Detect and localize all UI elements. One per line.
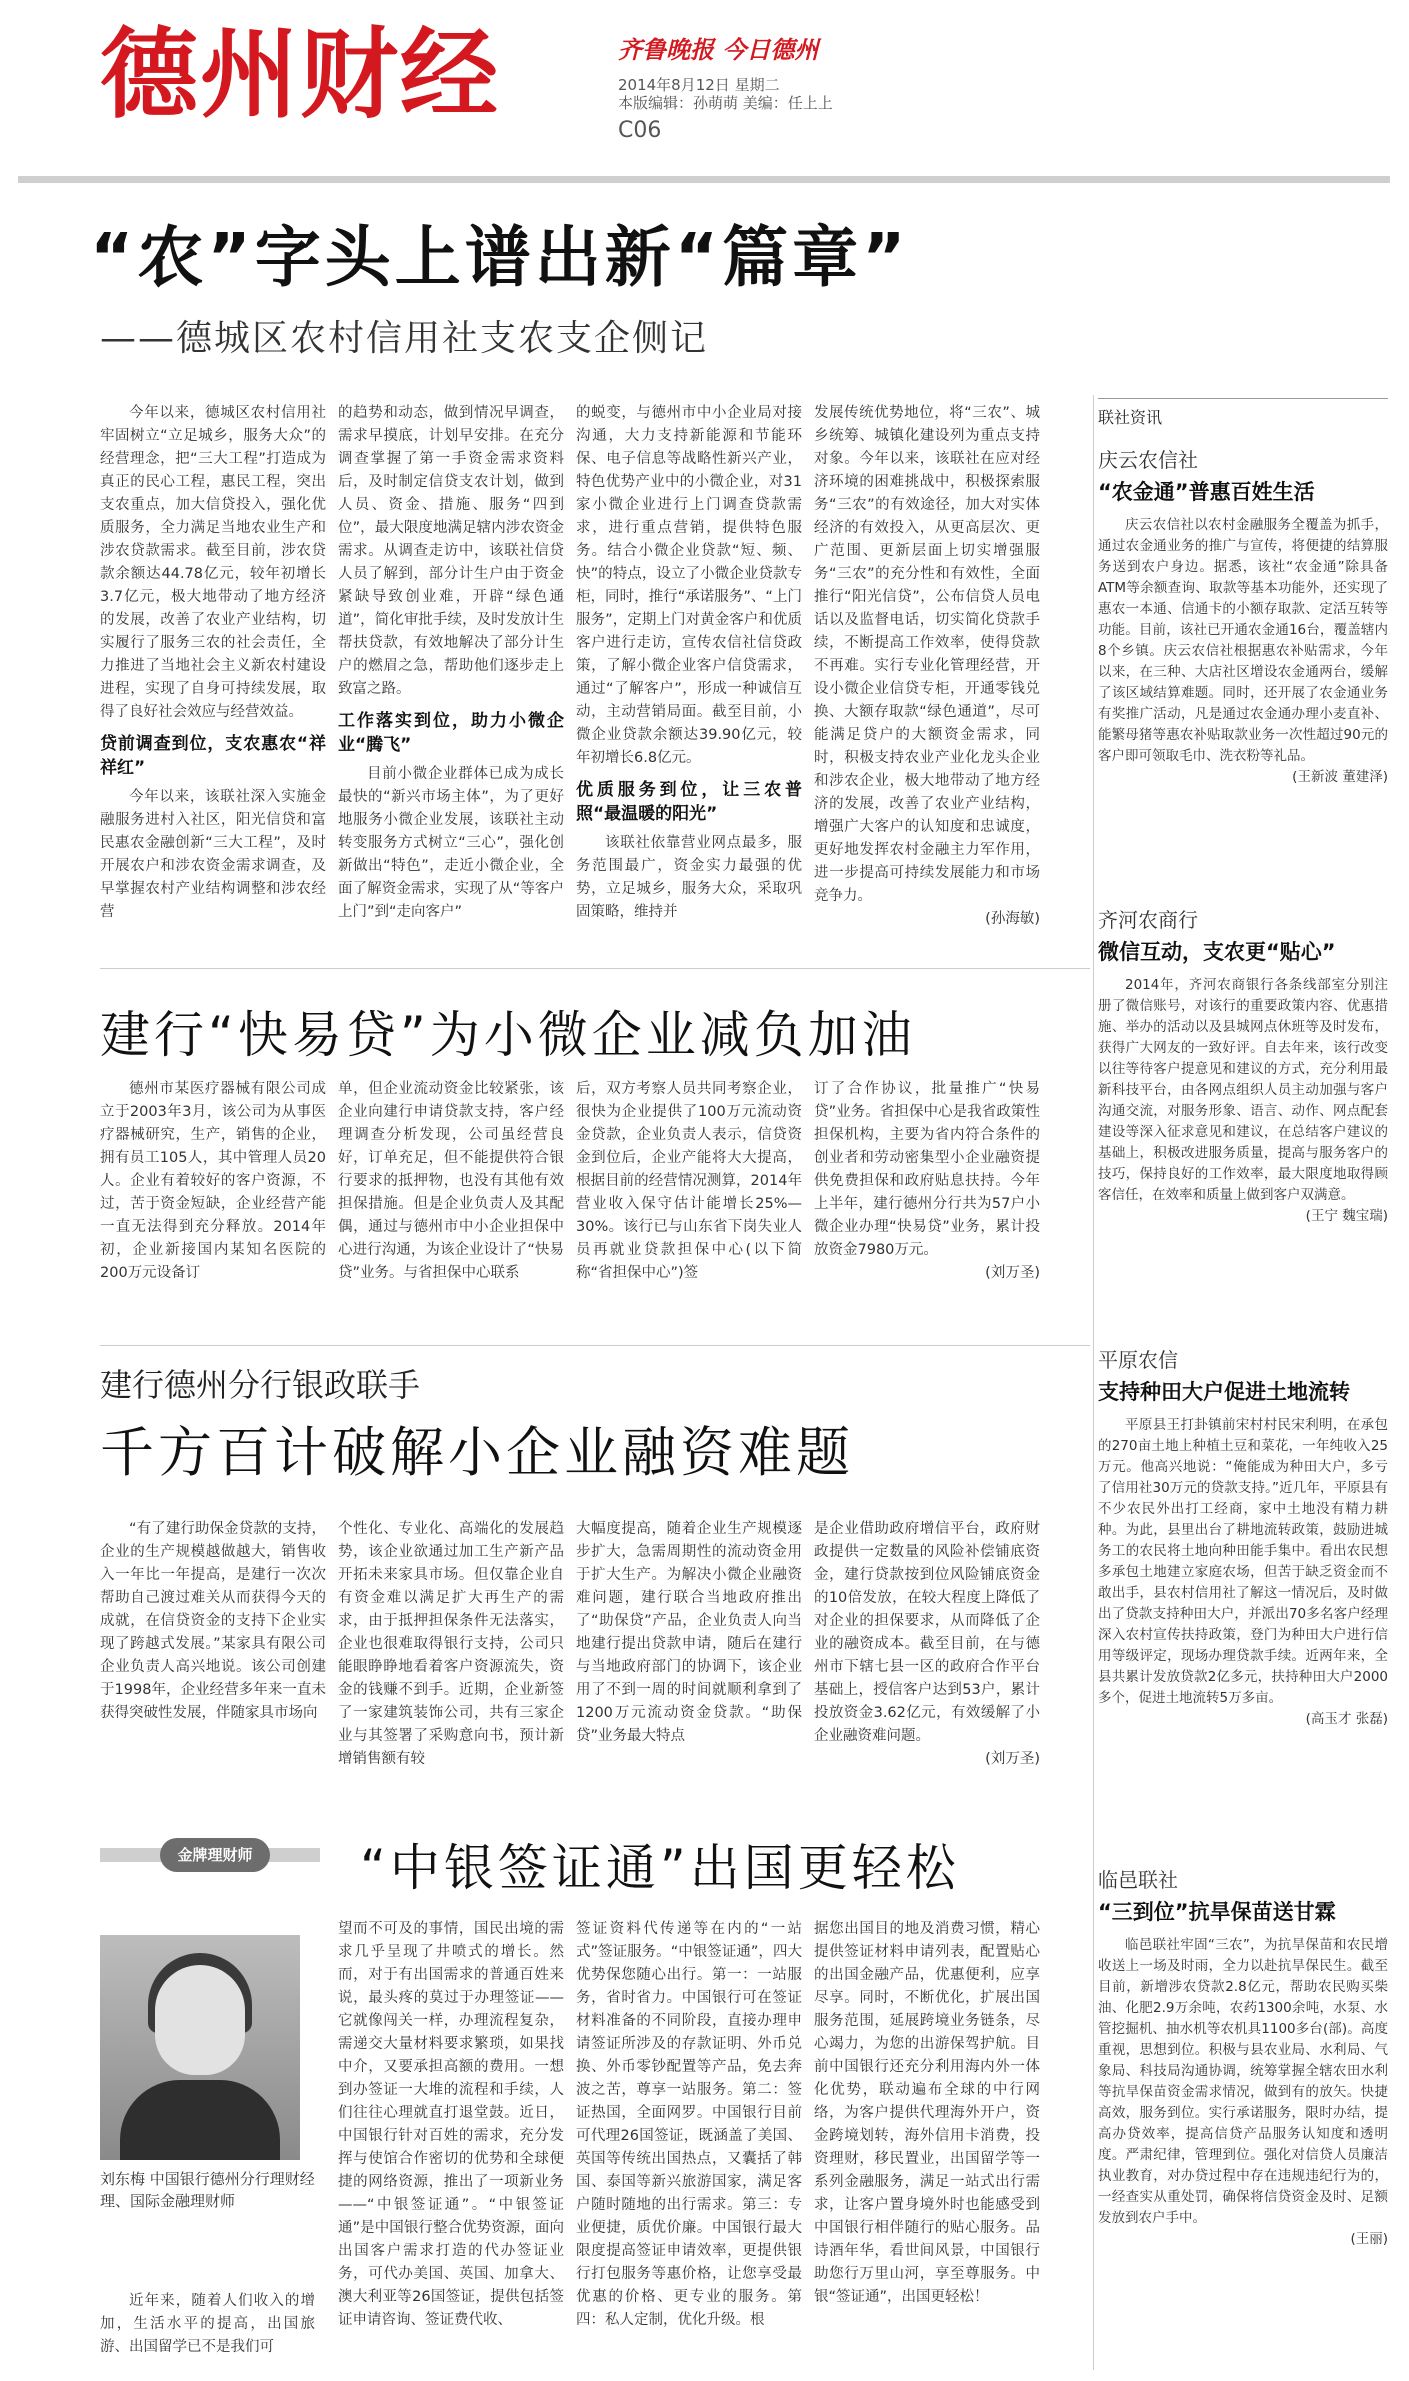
sidebar <box>1098 398 1388 2348</box>
article2-col3: 后，双方考察人员共同考察企业，很快为企业提供了100万元流动资金贷款，企业负责人表示，信贷资金到位后，企业产能将大大提高，根据目前的经营情况测算，2014年营业收入保守估计能增长25%—30%。该行已与山东省下岗失业人员再就业贷款担保中心(以下简称“省担保中心”)签 <box>576 1081 802 1281</box>
sidebar-item <box>1098 888 1388 1328</box>
masthead-rule <box>18 176 1390 183</box>
sidebar-item <box>1098 428 1388 888</box>
article1-headline: “农”字头上谱出新“篇章” <box>90 219 910 296</box>
sidebar-item-text: 2014年，齐河农商银行各条线部室分别注册了微信账号，对该行的重要政策内容、优惠措施、举办的活动以及县城网点休班等及时发布，获得广大网友的一致好评。自去年来，该行改变以往等待客户提意见和建议的方式，充分利用最新科技平台，由各网点组织人员主动加强与客户沟通交流，对服务形象、语言、动作、网点配套建设等深入征求意见和建议，在总结客户建议的基础上，积极改进服务质量，提高与服务客户的技巧，保持良好的工作效率，最大限度地取得顾客信任，在效率和质量上做到客户双满意。 <box>1098 977 1388 1203</box>
sidebar-item-author: (高玉才 张磊) <box>1305 1711 1388 1727</box>
article3-col2: 个性化、专业化、高端化的发展趋势，该企业欲通过加工生产新产品开拓未来家具市场。但仅靠企业自有资金难以满足扩大再生产的需求，由于抵押担保条件无法落实，企业也很难取得银行支持，公司只能眼睁睁地看着客户资源流失，资金的钱赚不到手。近期，企业新签了一家建筑装饰公司，共有三家企业与其签署了采购意向书，预计新增销售额有较 <box>338 1521 564 1767</box>
sidebar-item-body <box>1098 515 1388 788</box>
gold-advisor-badge <box>100 1830 320 1878</box>
article1-subtitle: ——德城区农村信用社支农支企侧记 <box>100 318 709 359</box>
newspaper-brand: 齐鲁晚报 今日德州 <box>618 36 819 64</box>
article3-col3: 大幅度提高，随着企业生产规模逐步扩大，急需周期性的流动资金用于扩大生产。为解决小微企业融资难问题，建行联合当地政府推出了“助保贷”产品，企业负责人向当地建行提出贷款申请，随后在建行与当地政府部门的协调下，该企业用了不到一周的时间就顺利拿到了1200万元流动资金贷款。“助保贷”业务最大特点 <box>576 1521 802 1744</box>
sidebar-item-author: (王宁 魏宝瑞) <box>1305 1208 1388 1224</box>
article1-col1-p2: 今年以来，该联社深入实施金融服务进村入社区，阳光信贷和富民惠农金融创新“三大工程”，及时开展农户和涉农资金需求调查，及早掌握农村产业结构调整和涉农经营 <box>100 789 326 920</box>
article1-col3-subhead: 优质服务到位，让三农普照“最温暖的阳光” <box>576 780 802 824</box>
article4-col2: 望而不可及的事情，国民出境的需求几乎呈现了井喷式的增长。然而，对于有出国需求的普通百姓来说，最头疼的莫过于办理签证——它就像闯关一样，办理流程复杂，需递交大量材料要求繁琐，如果找中介，又要承担高额的费用。一想到办签证一大堆的流程和手续，人们往往心理就直打退堂鼓。近日，中国银行针对百姓的需求，充分发挥与使馆合作密切的优势和全球便捷的网络资源，推出了一项新业务——“中银签证通”。“中银签证通”是中国银行整合优势资源，面向出国客户需求打造的代办签证业务，可代办美国、英国、加拿大、澳大利亚等26国签证，提供包括签证申请咨询、签证费代收、 <box>338 1921 564 2328</box>
article1-col4-p1: 发展传统优势地位，将“三农”、城乡统筹、城镇化建设列为重点支持对象。今年以来，该联社在应对经济环境的困难挑战中，积极探索服务“三农”的有效途径，加大对实体经济的有效投入，从更高层次、更广范围、更新层面上切实增强服务“三农”的充分性和有效性，全面推行“阳光信贷”，公布信贷人员电话以及监督电话，切实简化贷款手续，不断提高工作效率，使得贷款不再难。实行专业化管理经营，开设小微企业信贷专柜，开通零钱兑换、大额存取款“绿色通道”，尽可能满足贷户的大额资金需求，同时，积极支持农业产业化龙头企业和涉农企业，极大地带动了地方经济的发展，改善了农业产业结构，增强广大客户的认知度和忠诚度，更好地发挥农村金融主力军作用，进一步提高可持续发展能力和市场竞争力。 <box>814 405 1040 904</box>
sidebar-item-text: 临邑联社牢固“三农”，为抗旱保苗和农民增收送上一场及时雨，全力以赴抗旱保民生。截至目前，新增涉农贷款2.8亿元，帮助农民购买柴油、化肥2.9万余吨，农药1300余吨，水泵、水管挖掘机、抽水机等农机具1100多台(部)。高度重视，思想到位。积极与县农业局、水利局、气象局、科技局沟通协调，统筹掌握全辖农田水利等抗旱保苗资金需求情况，做到有的放矢。快捷高效，服务到位。实行承诺服务，限时办结，提高办贷效率，提高信贷产品服务认知度和透明度。严肃纪律，管理到位。强化对信贷人员廉洁执业教育，对办贷过程中存在违规违纪行为的，一经查实从重处罚，确保将信贷资金及时、足额发放到农户手中。 <box>1098 1937 1388 2226</box>
article2-col2: 单，但企业流动资金比较紧张，该企业向建行申请贷款支持，客户经理调查分析发现，公司虽经营良好，订单充足，但不能提供符合银行要求的抵押物，也没有其他有效担保措施。但是企业负责人及其配偶，通过与德州市中小企业担保中心进行沟通，为该企业设计了“快易贷”业务。与省担保中心联系 <box>338 1081 564 1281</box>
date-line: 2014年8月12日 星期二 <box>618 76 780 94</box>
editor-line: 本版编辑：孙萌萌 美编：任上上 <box>618 94 833 112</box>
article1-col2-p1: 的趋势和动态，做到情况早调查，需求早摸底，计划早安排。在充分调查掌握了第一手资金需求资料后，及时制定信贷支农计划，做到人员、资金、措施、服务“四到位”，最大限度地满足辖内涉农资金需求。从调查走访中，该联社信贷人员了解到，部分计生户由于资金紧缺导致创业难，开辟“绿色通道”，简化审批手续，及时发放计生帮扶贷款，有效地解决了部分计生户的燃眉之急，帮助他们逐步走上致富之路。 <box>338 405 564 697</box>
advisor-photo <box>100 1935 300 2160</box>
article3-headline: 千方百计破解小企业融资难题 <box>100 1421 854 1484</box>
article3-kicker: 建行德州分行银政联手 <box>100 1366 421 1404</box>
article2-author: (刘万圣) <box>985 1265 1040 1281</box>
sidebar-item-text: 庆云农信社以农村金融服务全覆盖为抓手，通过农金通业务的推广与宣传，将便捷的结算服务送到农户身边。据悉，该社“农金通”除具备ATM等余额查询、取款等基本功能外，还实现了惠农一本通、信通卡的小额存取款、定活互转等功能。目前，该社已开通农金通16台，覆盖辖内8个乡镇。庆云农信社根据惠农补贴需求，今年以来，在三种、大店社区增设农金通两台，缓解了该区域结算难题。同时，还开展了农金通业务有奖推广活动，凡是通过农金通办理小麦直补、能繁母猪等惠农补贴取款业务一次性超过90元的客户即可领取毛巾、洗衣粉等礼品。 <box>1098 517 1388 764</box>
article1-col1-p1: 今年以来，德城区农村信用社牢固树立“立足城乡，服务大众”的经营理念，把“三大工程”打造成为真正的民心工程，惠民工程，突出支农重点，加大信贷投入，强化优质服务，全力满足当地农业生产和涉农贷款需求。截至目前，涉农贷款余额达44.78亿元，较年初增长3.7亿元，极大地带动了地方经济的发展，改善了农业产业结构，切实履行了服务三农的社会责任，全力推进了当地社会主义新农村建设进程，实现了自身可持续发展，取得了良好社会效应与经营效益。 <box>100 405 326 720</box>
article2-col1: 德州市某医疗器械有限公司成立于2003年3月，该公司为从事医疗器械研究，生产，销售的企业，拥有员工105人，其中管理人员20人。企业有着较好的客户资源，不过，苦于资金短缺，企业经营产能一直无法得到充分释放。2014年初，企业新接国内某知名医院的200万元设备订 <box>100 1081 326 1281</box>
article3-col4 <box>814 1518 1040 1808</box>
article1-author: (孙海敏) <box>985 911 1040 927</box>
article2-col4 <box>814 1078 1040 1338</box>
page-number: C06 <box>618 118 662 143</box>
article1-col2-p2: 目前小微企业群体已成为成长最快的“新兴市场主体”，为了更好地服务小微企业发展，该联社主动转变服务方式树立“三心”，强化创新做出“特色”，走近小微企业，全面了解资金需求，实现了从“等客户上门”到“走向客户” <box>338 766 564 920</box>
article1-col2 <box>338 402 564 962</box>
sidebar-item-org: 庆云农信社 <box>1098 448 1198 472</box>
article1-col3-p2: 该联社依靠营业网点最多，服务范围最广，资金实力最强的优势，立足城乡，服务大众，采取巩固策略，维持并 <box>576 835 802 920</box>
article4-col3: 签证资料代传递等在内的“一站式”签证服务。“中银签证通”，四大优势保您随心出行。第一：一站服务，省时省力。中国银行可在签证材料准备的不同阶段，直接办理申请签证所涉及的存款证明、外币兑换、外币零钞配置等产品，免去奔波之苦，尊享一站服务。第二：签证热国，全面网罗。中国银行目前可代理26国签证，既涵盖了美国、英国等传统出国热点，又囊括了韩国、泰国等新兴旅游国家，满足客户随时随地的出行需求。第三：专业便捷，质优价廉。中国银行最大限度提高签证申请效率，更提供银行打包服务等惠价格，让您享受最优惠的价格、更专业的服务。第四：私人定制，优化升级。根 <box>576 1921 802 2328</box>
sidebar-item-headline: 微信互动，支农更“贴心” <box>1098 940 1336 964</box>
sidebar-item-org: 齐河农商行 <box>1098 908 1198 932</box>
article1-col4 <box>814 402 1040 962</box>
article4-col1: 近年来，随着人们收入的增加，生活水平的提高，出国旅游、出国留学已不是我们可 <box>100 2293 315 2355</box>
article3-author: (刘万圣) <box>985 1751 1040 1767</box>
issue-meta <box>618 76 833 112</box>
sidebar-item-body <box>1098 975 1388 1227</box>
sidebar-divider <box>1093 395 1094 2370</box>
sidebar-item-headline: “三到位”抗旱保苗送甘霖 <box>1098 1900 1336 1924</box>
article3-col4-text: 是企业借助政府增信平台，政府财政提供一定数量的风险补偿铺底资金，建行贷款按到位风险铺底资金的10倍发放，在较大程度上降低了对企业的担保要求，从而降低了企业的融资成本。截至目前，在与德州市下辖七县一区的政府合作平台基础上，授信客户达到53户，累计投放资金3.62亿元，有效缓解了小企业融资难问题。 <box>814 1521 1040 1744</box>
sidebar-item-headline: “农金通”普惠百姓生活 <box>1098 480 1315 504</box>
article2-headline: 建行“快易贷”为小微企业减负加油 <box>100 1006 916 1064</box>
sidebar-item <box>1098 1848 1388 2348</box>
sidebar-item-headline: 支持种田大户促进土地流转 <box>1098 1380 1350 1404</box>
advisor-caption: 刘东梅 中国银行德州分行理财经理、国际金融理财师 <box>100 2170 315 2210</box>
article3-col1: “有了建行助保金贷款的支持，企业的生产规模越做越大，销售收入一年比一年提高，是建行一次次帮助自己渡过难关从而获得今天的成就，在信贷资金的支持下企业实现了跨越式发展。”某家具有限公司企业负责人高兴地说。该公司创建于1998年，企业经营多年来一直未获得突破性发展，伴随家具市场向 <box>100 1521 326 1721</box>
article1-col3-p1: 的蜕变，与德州市中小企业局对接沟通，大力支持新能源和节能环保、电子信息等战略性新兴产业，特色优势产业中的小微企业，对31家小微企业进行上门调查贷款需求，进行重点营销，提供特色服务。结合小微企业贷款“短、频、快”的特点，设立了小微企业贷款专柜，同时，推行“承诺服务”、“上门服务”，定期上门对黄金客户和优质客户进行走访，宣传农信社信贷政策，了解小微企业客户信贷需求，通过“了解客户”，形成一种诚信互动，主动营销局面。截至目前，小微企业贷款余额达39.90亿元，较年初增长6.8亿元。 <box>576 405 802 766</box>
article1-col2-subhead: 工作落实到位，助力小微企业“腾飞” <box>338 711 564 755</box>
article1-col1 <box>100 402 326 962</box>
badge-label: 金牌理财师 <box>160 1838 270 1872</box>
article4-col4: 据您出国目的地及消费习惯，精心提供签证材料申请列表，配置贴心的出国金融产品，优惠便利，应享尽享。同时，不断优化，扩展出国服务范围，延展跨境业务链条，尽心竭力，为您的出游保驾护航。目前中国银行还充分利用海内外一体化优势，联动遍布全球的中行网络，为客户提供代理海外开户，资金跨境划转，海外信用卡消费，投资理财，移民置业，出国留学等一系列金融服务，满足一站式出行需求，让客户置身境外时也能感受到中国银行相伴随行的贴心服务。品诗酒年华，看世间风景，中国银行助您行万里山河，享至尊服务。中银“签证通”，出国更轻松！ <box>814 1921 1040 2305</box>
sidebar-item-text: 平原县王打卦镇前宋村村民宋利明，在承包的270亩土地上种植土豆和菜花，一年纯收入25万元。他高兴地说：“俺能成为种田大户，多亏了信用社30万元的贷款支持。”近几年，平原县有不少农民外出打工经商，家中土地没有精力耕种。为此，县里出台了耕地流转政策，鼓励进城务工的农民将土地向种田能手集中。看出农民想多承包土地建立家庭农场，但苦于缺乏资金而不敢出手，县农村信用社了解这一情况后，及时做出了贷款支持种田大户，并派出70多名客户经理深入农村宣传扶持政策，登门为种田大户进行信用等级评定，现场办理贷款手续。近两年来，全县共累计发放贷款2亿多元，扶持种田大户2000多个，促进土地流转5万多亩。 <box>1098 1417 1388 1706</box>
sidebar-item-author: (王新波 董建泽) <box>1292 769 1388 785</box>
sidebar-item <box>1098 1328 1388 1848</box>
article1-col1-subhead: 贷前调查到位，支农惠农“祥祥红” <box>100 734 326 778</box>
sidebar-label: 联社资讯 <box>1098 398 1388 428</box>
masthead-title: 德州财经 <box>100 17 501 132</box>
sidebar-item-org: 平原农信 <box>1098 1348 1178 1372</box>
sidebar-item-org: 临邑联社 <box>1098 1868 1178 1892</box>
article1-col3 <box>576 402 802 962</box>
sidebar-item-author: (王丽) <box>1350 2231 1388 2247</box>
sidebar-item-body <box>1098 1935 1388 2250</box>
article4-headline: “中银签证通”出国更轻松 <box>360 1839 960 1897</box>
article2-col4-text: 订了合作协议，批量推广“快易贷”业务。省担保中心是我省政策性担保机构，主要为省内符合条件的创业者和劳动密集型小企业融资提供免费担保和政府贴息扶持。今年上半年，建行德州分行共为57户小微企业办理“快易贷”业务，累计投放资金7980万元。 <box>814 1081 1040 1258</box>
separator-2 <box>100 1345 1090 1346</box>
sidebar-item-body <box>1098 1415 1388 1730</box>
separator-1 <box>100 968 1090 969</box>
